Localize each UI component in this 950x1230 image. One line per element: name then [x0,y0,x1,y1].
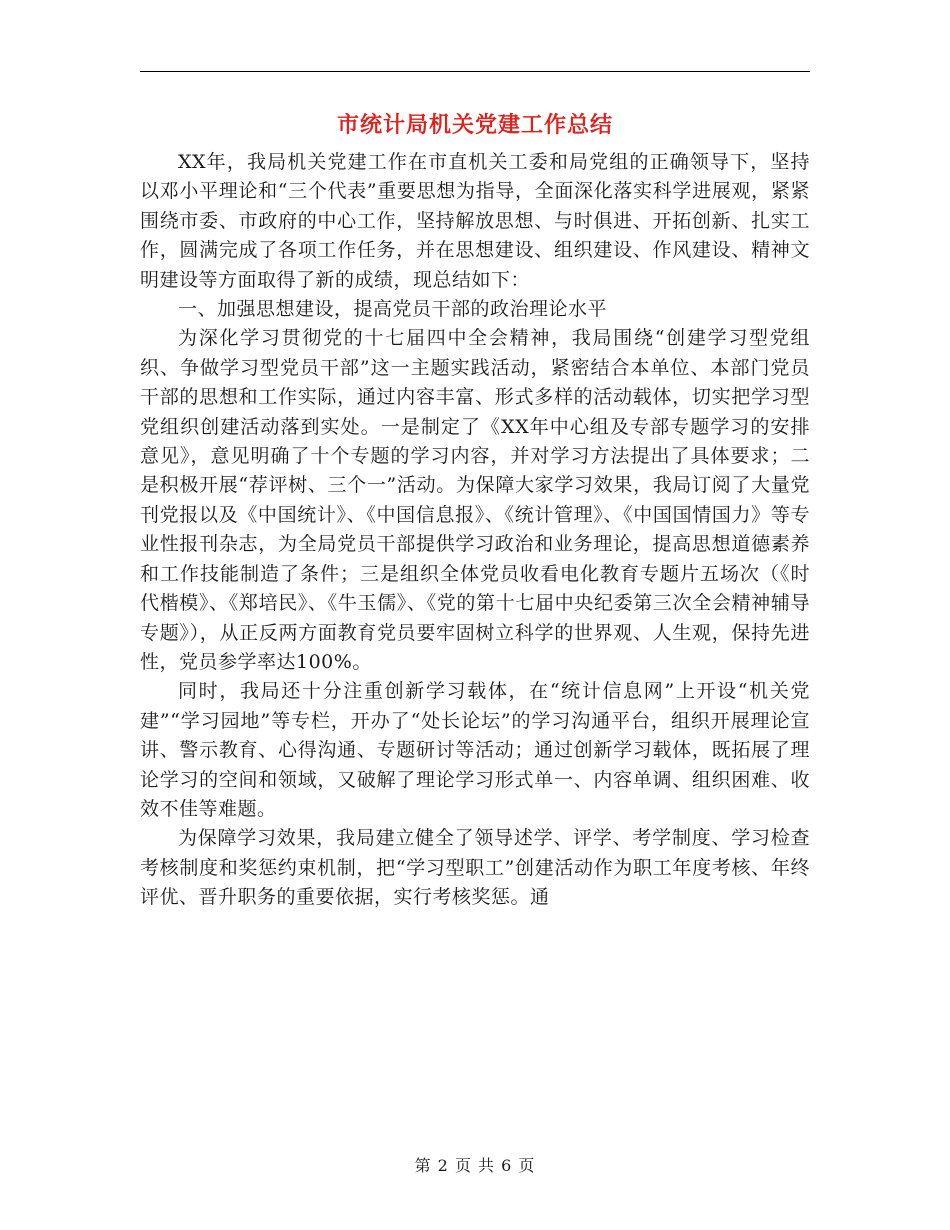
paragraph-study-assurance: 为保障学习效果，我局建立健全了领导述学、评学、考学制度、学习检查考核制度和奖惩约束机制，把“学习型职工”创建活动作为职工年度考核、年终评优、晋升职务的重要依据，实行考核奖惩。通 [140,827,810,909]
document-body [140,148,810,913]
section-heading-1: 一、加强思想建设，提高党员干部的政治理论水平 [178,298,608,321]
paragraph-study-platform: 同时，我局还十分注重创新学习载体，在“统计信息网”上开设“机关党建”“学习园地”等专栏，开办了“处长论坛”的学习沟通平台，组织开展理论宣讲、警示教育、心得沟通、专题研讨等活动；通过创新学习载体，既拓展了理论学习的空间和领域，又破解了理论学习形式单一、内容单调、组织困难、收效不佳等难题。 [140,680,810,820]
paragraph-study-activities: 为深化学习贯彻党的十七届四中全会精神，我局围绕“创建学习型党组织、争做学习型党员干部”这一主题实践活动，紧密结合本单位、本部门党员干部的思想和工作实际，通过内容丰富、形式多样的活动载体，切实把学习型党组织创建活动落到实处。一是制定了《XX年中心组及专部专题学习的安排意见》，意见明确了十个专题的学习内容，并对学习方法提出了具体要求；二是积极开展“荐评树、三个一”活动。为保障大家学习效果，我局订阅了大量党刊党报以及《中国统计》、《中国信息报》、《统计管理》、《中国国情国力》等专业性报刊杂志，为全局党员干部提供学习政治和业务理论，提高思想道德素养和工作技能制造了条件；三是组织全体党员收看电化教育专题片五场次（《时代楷模》、《郑培民》、《牛玉儒》、《党的第十七届中央纪委第三次全会精神辅导专题》），从正反两方面教育党员要牢固树立科学的世界观、人生观，保持先进性，党员参学率达100%。 [140,327,810,673]
header-rule [140,71,810,72]
page-number-footer: 第 2 页 共 6 页 [414,1156,536,1175]
paragraph-intro: XX年，我局机关党建工作在市直机关工委和局党组的正确领导下，坚持以邓小平理论和“三个代表”重要思想为指导，全面深化落实科学进展观，紧紧围绕市委、市政府的中心工作，坚持解放思想、与时俱进、开拓创新、扎实工作，圆满完成了各项工作任务，并在思想建设、组织建设、作风建设、精神文明建设等方面取得了新的成绩，现总结如下： [140,151,810,291]
document-title: 市统计局机关党建工作总结 [336,112,613,138]
